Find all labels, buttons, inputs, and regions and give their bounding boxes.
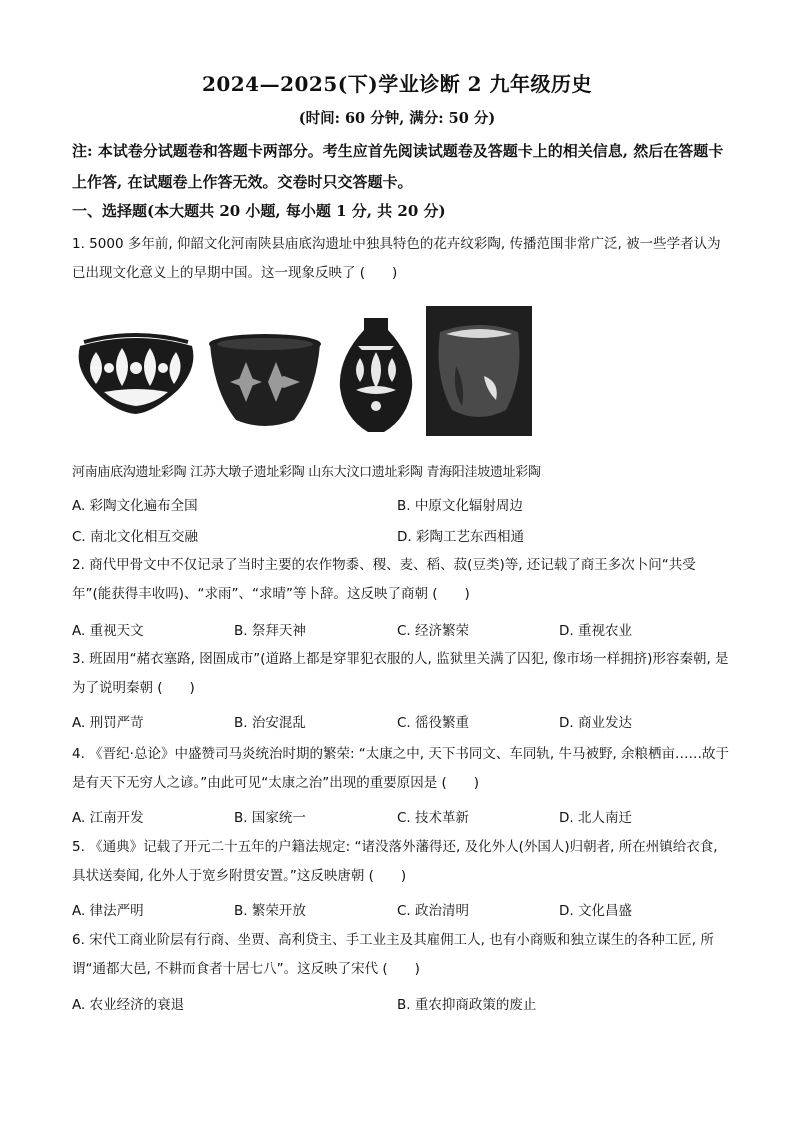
question-4-options [72,806,732,828]
question-4-option-a[interactable]: A. 江南开发 [72,810,144,826]
question-3-option-c[interactable]: C. 徭役繁重 [397,715,470,731]
exam-subtitle: (时间: 60 分钟, 满分: 50 分) [298,110,496,127]
question-2-option-d[interactable]: D. 重视农业 [559,623,632,639]
pottery-dadunzi-image [206,332,324,432]
question-6-option-b[interactable]: B. 重农抑商政策的废止 [397,997,537,1013]
question-2-option-b[interactable]: B. 祭拜天神 [234,623,306,639]
question-6-option-a[interactable]: A. 农业经济的衰退 [72,997,185,1013]
question-3-options [72,711,732,733]
question-2-options [72,619,732,641]
question-2-stem: 2. 商代甲骨文中不仅记录了当时主要的农作物黍、稷、麦、稻、菽(豆类)等, 还记载了商王多次卜问“共受年”(能获得丰收吗)、“求雨”、“求晴”等卜辞。这反映了商朝 ( ) [72,557,696,602]
question-5-option-b[interactable]: B. 繁荣开放 [234,903,306,919]
pottery-dawenkou-image [334,318,418,436]
question-5-stem: 5. 《通典》记载了开元二十五年的户籍法规定: “诸没落外藩得还, 及化外人(外国人)归朝者, 所在州镇给衣食, 具状送奏闻, 化外人于宽乡附贯安置。”这反映唐朝 ( ) [72,839,718,884]
question-1-stem: 1. 5000 多年前, 仰韶文化河南陕县庙底沟遗址中独具特色的花卉纹彩陶, 传播范围非常广泛, 被一些学者认为已出现文化意义上的早期中国。这一现象反映了 ( ) [72,236,721,281]
question-4-option-c[interactable]: C. 技术革新 [397,810,470,826]
question-5-option-d[interactable]: D. 文化昌盛 [559,903,632,919]
question-2-option-a[interactable]: A. 重视天文 [72,623,144,639]
question-5-option-c[interactable]: C. 政治清明 [397,903,470,919]
exam-notice: 注: 本试卷分试题卷和答题卡两部分。考生应首先阅读试题卷及答题卡上的相关信息, 然后在答题卡上作答, 在试题卷上作答无效。交卷时只交答题卡。 [72,142,724,191]
question-3-option-b[interactable]: B. 治安混乱 [234,715,306,731]
question-4-stem: 4. 《晋纪·总论》中盛赞司马炎统治时期的繁荣: “太康之中, 天下书同文、车同轨, 牛马被野, 余粮栖亩……故于是有天下无穷人之谚。”由此可见“太康之治”出现的重要原因是 ( ) [72,746,730,791]
question-3-option-d[interactable]: D. 商业发达 [559,715,632,731]
question-3-option-a[interactable]: A. 刑罚严苛 [72,715,144,731]
question-2-option-c[interactable]: C. 经济繁荣 [397,623,470,639]
question-1-option-a[interactable]: A. 彩陶文化遍布全国 [72,498,198,514]
pottery-miaodigou-image [74,328,198,420]
question-4-option-b[interactable]: B. 国家统一 [234,810,306,826]
question-1-option-b[interactable]: B. 中原文化辐射周边 [397,498,523,514]
question-6-options [72,993,732,1015]
question-6-stem: 6. 宋代工商业阶层有行商、坐贾、高利贷主、手工业主及其雇佣工人, 也有小商贩和独立谋生的各种工匠, 所谓“通都大邑, 不耕而食者十居七八”。这反映了宋代 ( ) [72,932,714,977]
section-title: 一、选择题(本大题共 20 小题, 每小题 1 分, 共 20 分) [72,202,446,220]
figure-caption: 河南庙底沟遗址彩陶 江苏大墩子遗址彩陶 山东大汶口遗址彩陶 青海阳洼坡遗址彩陶 [72,465,541,480]
question-1-option-d[interactable]: D. 彩陶工艺东西相通 [397,529,524,545]
question-3-stem: 3. 班固用“赭衣塞路, 囹圄成市”(道路上都是穿罪犯衣服的人, 监狱里关满了囚犯, 像市场一样拥挤)形容秦朝, 是为了说明秦朝 ( ) [72,651,729,696]
question-1-options-row2 [72,525,732,547]
question-1-options [72,494,732,516]
question-4-option-d[interactable]: D. 北人南迁 [559,810,632,826]
exam-title: 2024—2025(下)学业诊断 2 九年级历史 [201,72,593,96]
question-5-option-a[interactable]: A. 律法严明 [72,903,144,919]
pottery-yangwapo-image [426,306,532,436]
question-5-options [72,899,732,921]
question-1-option-c[interactable]: C. 南北文化相互交融 [72,529,199,545]
